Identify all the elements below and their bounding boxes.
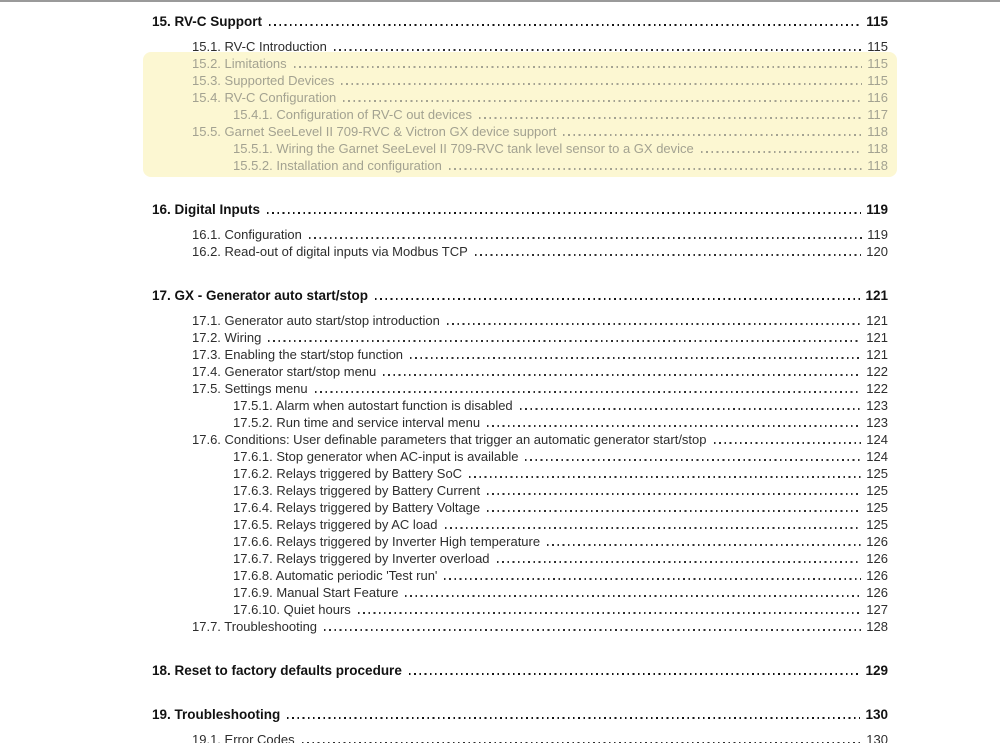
toc-entry-label: 17.7. Troubleshooting [192, 619, 318, 634]
toc-entry-label: 15.3. Supported Devices [192, 73, 335, 88]
dotted-leader-icon [410, 357, 861, 359]
dotted-leader-icon [487, 425, 861, 427]
page-number: 127 [866, 602, 888, 617]
toc-entry[interactable] [152, 363, 888, 380]
toc-entry-label: 17.6.10. Quiet hours [233, 602, 351, 617]
page-number: 130 [865, 707, 888, 722]
toc-entry-label: 17.6.8. Automatic periodic 'Test run' [233, 568, 438, 583]
toc-entry[interactable] [152, 618, 888, 635]
dotted-leader-icon [268, 340, 861, 342]
dotted-leader-icon [547, 544, 861, 546]
toc-entry[interactable] [152, 397, 888, 414]
toc-section [152, 201, 888, 260]
toc-entry[interactable] [152, 550, 888, 567]
page-number: 124 [866, 449, 888, 464]
dotted-leader-icon [315, 391, 862, 393]
toc-entry[interactable] [152, 226, 888, 243]
toc-section-header[interactable] [152, 287, 888, 304]
toc-entry-label: 15.2. Limitations [192, 56, 287, 71]
toc-section-header[interactable] [152, 662, 888, 679]
page-number: 120 [866, 244, 888, 259]
toc-entry[interactable] [152, 482, 888, 499]
toc-entry-label: 15.1. RV-C Introduction [192, 39, 327, 54]
dotted-leader-icon [487, 510, 861, 512]
toc-entry-label: 17.4. Generator start/stop menu [192, 364, 377, 379]
dotted-leader-icon [269, 24, 861, 26]
toc-entry-label: 17.6.2. Relays triggered by Battery SoC [233, 466, 463, 481]
dotted-leader-icon [405, 595, 861, 597]
toc-entry[interactable] [152, 499, 888, 516]
toc-entry[interactable] [152, 465, 888, 482]
dotted-leader-icon [447, 323, 861, 325]
toc-entry-label: 17.6. Conditions: User definable parameters that trigger an automatic generator start/stop [192, 432, 707, 447]
window-top-border [0, 0, 1000, 2]
toc-entry-label: 17.6.6. Relays triggered by Inverter High temperature [233, 534, 541, 549]
toc-entry[interactable] [152, 567, 888, 584]
toc-section [152, 13, 888, 177]
toc-entry-label: 15.5.1. Wiring the Garnet SeeLevel II 709-RVC tank level sensor to a GX device [233, 141, 694, 156]
toc-entry[interactable] [152, 89, 888, 106]
dotted-leader-icon [701, 151, 862, 153]
dotted-leader-icon [383, 374, 861, 376]
toc-entry-label: 17.1. Generator auto start/stop introduction [192, 313, 440, 328]
page-number: 126 [866, 568, 888, 583]
toc-section-header[interactable] [152, 201, 888, 218]
page-number: 121 [866, 347, 888, 362]
page-number: 119 [866, 202, 888, 217]
dotted-leader-icon [520, 408, 862, 410]
toc-entry-label: 17.5.1. Alarm when autostart function is disabled [233, 398, 513, 413]
page-number: 115 [866, 14, 888, 29]
toc-entry-label: 16.2. Read-out of digital inputs via Modbus TCP [192, 244, 468, 259]
toc-entry[interactable] [152, 431, 888, 448]
page-number: 126 [866, 551, 888, 566]
toc-entry[interactable] [152, 448, 888, 465]
toc-entry[interactable] [152, 346, 888, 363]
toc-section [152, 662, 888, 679]
page-number: 130 [866, 732, 888, 743]
page-number: 122 [866, 364, 888, 379]
toc-entry[interactable] [152, 584, 888, 601]
page-number: 115 [867, 39, 888, 54]
page-number: 118 [867, 124, 888, 139]
toc-section [152, 706, 888, 743]
toc-entry-label: 17.6.1. Stop generator when AC-input is available [233, 449, 519, 464]
page-number: 123 [866, 398, 888, 413]
toc-entry[interactable] [152, 55, 888, 72]
toc-section-label: 18. Reset to factory defaults procedure [152, 663, 402, 678]
page-number: 121 [865, 288, 888, 303]
toc-entry-label: 17.6.5. Relays triggered by AC load [233, 517, 438, 532]
page-number: 124 [866, 432, 888, 447]
toc-entry[interactable] [152, 157, 888, 174]
dotted-leader-icon [324, 629, 861, 631]
toc-entry[interactable] [152, 601, 888, 618]
page-number: 115 [867, 73, 888, 88]
dotted-leader-icon [375, 298, 860, 300]
toc-entry-label: 15.5.2. Installation and configuration [233, 158, 442, 173]
toc-entry-label: 17.2. Wiring [192, 330, 262, 345]
page-number: 122 [866, 381, 888, 396]
dotted-leader-icon [358, 612, 861, 614]
toc-entry[interactable] [152, 106, 888, 123]
dotted-leader-icon [469, 476, 861, 478]
page-number: 116 [867, 90, 888, 105]
dotted-leader-icon [341, 83, 862, 85]
page-number: 128 [866, 619, 888, 634]
page-number: 129 [865, 663, 888, 678]
dotted-leader-icon [497, 561, 862, 563]
page-number: 118 [867, 158, 888, 173]
dotted-leader-icon [267, 212, 861, 214]
dotted-leader-icon [563, 134, 862, 136]
page-number: 125 [866, 466, 888, 481]
page-number: 125 [866, 500, 888, 515]
toc-entry[interactable] [152, 140, 888, 157]
toc-entry-label: 17.5.2. Run time and service interval menu [233, 415, 481, 430]
page-number: 126 [866, 585, 888, 600]
toc-entry-label: 15.4. RV-C Configuration [192, 90, 337, 105]
toc-section-header[interactable] [152, 706, 888, 723]
toc-entry[interactable] [152, 123, 888, 140]
dotted-leader-icon [444, 578, 861, 580]
toc-entry-label: 17.6.4. Relays triggered by Battery Voltage [233, 500, 481, 515]
dotted-leader-icon [309, 237, 862, 239]
page-number: 125 [866, 483, 888, 498]
toc-entry[interactable] [152, 516, 888, 533]
toc-entry-label: 16.1. Configuration [192, 227, 302, 242]
toc-entry-label: 15.5. Garnet SeeLevel II 709-RVC & Victron GX device support [192, 124, 557, 139]
dotted-leader-icon [449, 168, 862, 170]
toc-section-label: 19. Troubleshooting [152, 707, 281, 722]
toc-entry-label: 17.5. Settings menu [192, 381, 308, 396]
highlight-band [143, 52, 897, 177]
page-number: 115 [867, 56, 888, 71]
dotted-leader-icon [294, 66, 863, 68]
toc-entry-label: 17.6.3. Relays triggered by Battery Current [233, 483, 481, 498]
page-number: 117 [867, 107, 888, 122]
dotted-leader-icon [445, 527, 862, 529]
page-number: 121 [866, 313, 888, 328]
toc-entry-label: 17.6.7. Relays triggered by Inverter overload [233, 551, 490, 566]
page-number: 125 [866, 517, 888, 532]
dotted-leader-icon [479, 117, 862, 119]
page-number: 118 [867, 141, 888, 156]
dotted-leader-icon [714, 442, 862, 444]
toc-entry[interactable] [152, 533, 888, 550]
table-of-contents [152, 13, 888, 743]
toc-section-label: 16. Digital Inputs [152, 202, 261, 217]
toc-entry[interactable] [152, 72, 888, 89]
toc-entry[interactable] [152, 380, 888, 397]
toc-entry-label: 19.1. Error Codes [192, 732, 295, 743]
page-number: 126 [866, 534, 888, 549]
dotted-leader-icon [525, 459, 861, 461]
toc-section-label: 17. GX - Generator auto start/stop [152, 288, 369, 303]
toc-section-header[interactable] [152, 13, 888, 30]
dotted-leader-icon [409, 673, 861, 675]
toc-entry-label: 17.6.9. Manual Start Feature [233, 585, 399, 600]
dotted-leader-icon [475, 254, 861, 256]
page-number: 119 [867, 227, 888, 242]
toc-entry[interactable] [152, 243, 888, 260]
toc-entry[interactable] [152, 414, 888, 431]
toc-section-label: 15. RV-C Support [152, 14, 263, 29]
dotted-leader-icon [487, 493, 861, 495]
toc-section [152, 287, 888, 635]
toc-entry[interactable] [152, 731, 888, 743]
page-number: 121 [866, 330, 888, 345]
toc-entry-label: 17.3. Enabling the start/stop function [192, 347, 404, 362]
dotted-leader-icon [343, 100, 862, 102]
page-number: 123 [866, 415, 888, 430]
dotted-leader-icon [287, 717, 860, 719]
toc-entry-label: 15.4.1. Configuration of RV-C out devices [233, 107, 472, 122]
dotted-leader-icon [334, 49, 862, 51]
toc-entry[interactable] [152, 312, 888, 329]
toc-entry[interactable] [152, 329, 888, 346]
